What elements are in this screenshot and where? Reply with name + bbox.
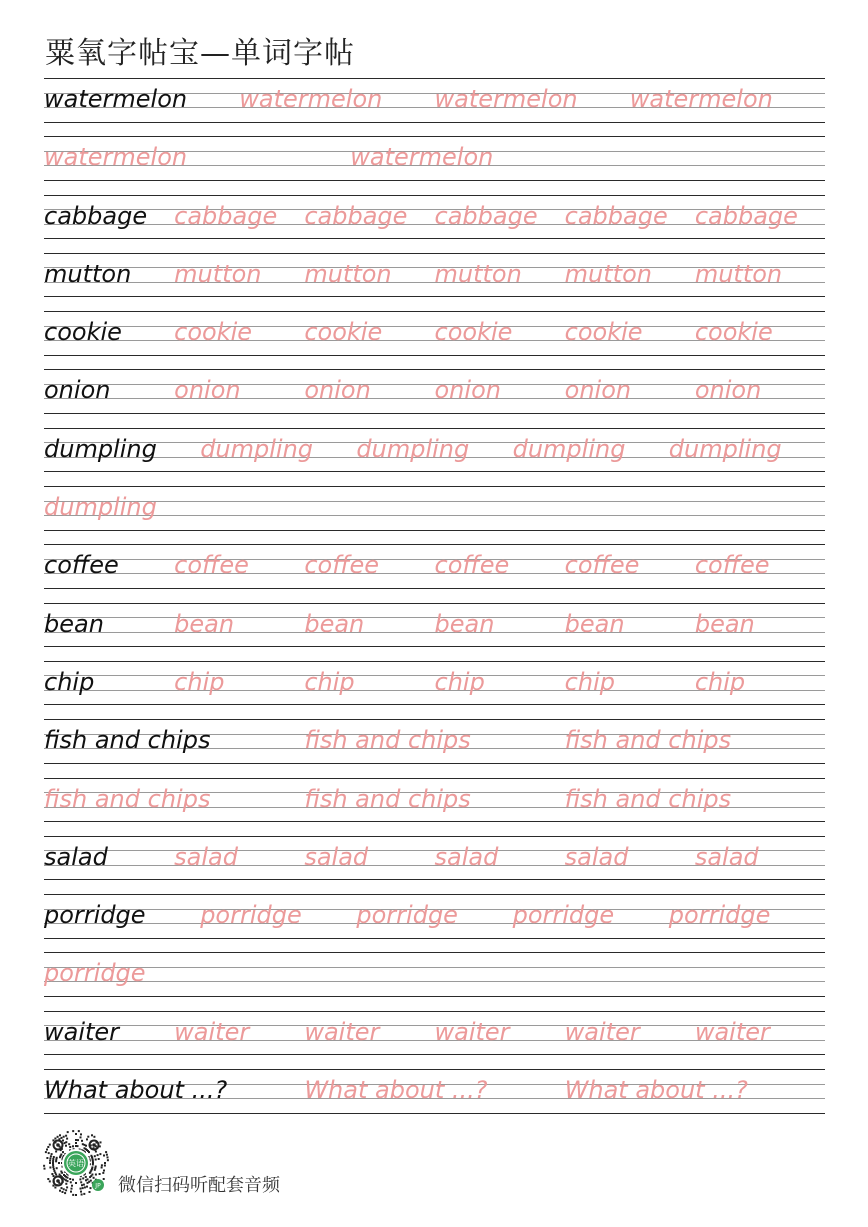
word-group: [44, 843, 825, 883]
guide-line: [44, 486, 825, 487]
guide-line: [44, 253, 825, 254]
trace-word: cabbage: [564, 201, 668, 230]
word-group: [44, 143, 825, 183]
model-word: waiter: [44, 1017, 120, 1046]
trace-word: porridge: [44, 959, 146, 988]
model-word: onion: [44, 376, 111, 405]
practice-row: [44, 836, 825, 894]
trace-word: coffee: [694, 551, 770, 580]
guide-line: [44, 544, 825, 545]
trace-word: porridge: [200, 901, 302, 930]
trace-word: What about ...?: [564, 1076, 748, 1105]
trace-word: mutton: [694, 259, 783, 288]
practice-row: [44, 661, 825, 719]
model-word: watermelon: [44, 85, 188, 113]
trace-word: What about ...?: [304, 1076, 488, 1105]
guide-line: [44, 894, 825, 895]
trace-word: cookie: [694, 318, 773, 347]
practice-row: [44, 78, 825, 136]
word-group: [44, 1018, 825, 1058]
trace-word: cabbage: [694, 201, 798, 230]
trace-word: salad: [434, 842, 499, 871]
trace-word: coffee: [304, 551, 380, 580]
trace-word: bean: [564, 609, 625, 638]
trace-word: fish and chips: [564, 784, 732, 813]
word-group: [44, 376, 825, 416]
practice-row: [44, 952, 825, 1010]
model-word: fish and chips: [44, 726, 211, 755]
practice-row: [44, 486, 825, 544]
trace-word: waiter: [304, 1017, 380, 1046]
trace-word: bean: [304, 609, 365, 638]
model-word: cabbage: [44, 201, 148, 230]
trace-word: mutton: [174, 259, 262, 288]
trace-word: dumpling: [512, 434, 626, 463]
word-group: [44, 668, 825, 708]
practice-row: [44, 195, 825, 253]
word-group: [44, 85, 825, 125]
model-word: What about ...?: [44, 1076, 228, 1105]
model-word: porridge: [44, 901, 146, 930]
trace-word: watermelon: [629, 85, 773, 113]
trace-word: waiter: [174, 1017, 250, 1046]
word-group: [44, 493, 825, 533]
trace-word: bean: [434, 609, 495, 638]
trace-word: dumpling: [356, 434, 470, 463]
guide-line: [44, 1011, 825, 1012]
word-group: [44, 318, 825, 358]
word-group: [44, 726, 825, 766]
trace-word: coffee: [564, 551, 640, 580]
trace-word: waiter: [694, 1017, 770, 1046]
trace-word: fish and chips: [44, 784, 211, 813]
trace-word: watermelon: [239, 85, 383, 113]
word-group: [44, 610, 825, 650]
trace-word: dumpling: [44, 493, 157, 522]
trace-word: porridge: [512, 901, 615, 930]
trace-word: dumpling: [668, 434, 782, 463]
footer-caption: 微信扫码听配套音频: [118, 1175, 280, 1196]
word-group: [44, 260, 825, 300]
trace-word: bean: [174, 609, 235, 638]
model-word: salad: [44, 842, 108, 871]
word-group: [44, 901, 825, 941]
trace-word: fish and chips: [564, 726, 732, 755]
guide-line: [44, 428, 825, 429]
trace-word: cookie: [304, 318, 383, 347]
word-group: [44, 959, 825, 999]
model-word: bean: [44, 609, 104, 638]
model-word: dumpling: [44, 434, 157, 463]
trace-word: porridge: [356, 901, 458, 930]
trace-word: chip: [694, 667, 746, 696]
model-word: cookie: [44, 318, 122, 347]
trace-word: cookie: [174, 318, 253, 347]
practice-row: [44, 894, 825, 952]
qr-code-icon[interactable]: [40, 1127, 112, 1199]
model-word: coffee: [44, 551, 119, 580]
trace-word: mutton: [304, 259, 392, 288]
trace-word: waiter: [564, 1017, 640, 1046]
trace-word: onion: [174, 376, 241, 405]
trace-word: chip: [174, 667, 225, 696]
trace-word: fish and chips: [304, 784, 471, 813]
word-group: [44, 435, 825, 475]
guide-line: [44, 836, 825, 837]
trace-word: chip: [304, 667, 355, 696]
guide-line: [44, 78, 825, 79]
trace-word: coffee: [174, 551, 249, 580]
trace-word: cookie: [434, 318, 513, 347]
guide-line: [44, 195, 825, 196]
guide-line: [44, 603, 825, 604]
guide-line: [44, 369, 825, 370]
guide-line: [44, 1069, 825, 1070]
trace-word: chip: [564, 667, 615, 696]
word-group: [44, 785, 825, 825]
guide-line: [44, 311, 825, 312]
practice-row: [44, 719, 825, 777]
practice-row: [44, 1011, 825, 1069]
trace-word: watermelon: [44, 143, 188, 172]
writing-sheet: [44, 78, 825, 1127]
word-group: [44, 202, 825, 242]
trace-word: onion: [564, 376, 632, 405]
guide-line: [44, 778, 825, 779]
trace-word: watermelon: [350, 143, 494, 172]
word-group: [44, 1076, 825, 1116]
footer: [40, 1127, 400, 1199]
trace-word: onion: [304, 376, 371, 405]
trace-word: mutton: [564, 259, 652, 288]
practice-row: [44, 311, 825, 369]
guide-line: [44, 952, 825, 953]
practice-row: [44, 1069, 825, 1127]
trace-word: porridge: [668, 901, 771, 930]
trace-word: cabbage: [434, 201, 538, 230]
trace-word: dumpling: [200, 434, 314, 463]
trace-word: watermelon: [434, 85, 578, 113]
guide-line: [44, 719, 825, 720]
practice-row: [44, 778, 825, 836]
practice-row: [44, 544, 825, 602]
trace-word: cabbage: [174, 201, 278, 230]
guide-line: [44, 136, 825, 137]
trace-word: cabbage: [304, 201, 408, 230]
trace-word: chip: [434, 667, 485, 696]
trace-word: salad: [694, 842, 759, 871]
practice-row: [44, 369, 825, 427]
trace-word: salad: [304, 842, 369, 871]
page-title: 粟氧字帖宝—单词字帖: [45, 36, 355, 71]
badge-label: 英语: [68, 1159, 84, 1168]
trace-word: mutton: [434, 259, 522, 288]
model-word: mutton: [44, 259, 132, 288]
badge-sub-label: JP: [95, 1182, 101, 1190]
trace-word: salad: [174, 842, 238, 871]
trace-word: bean: [694, 609, 755, 638]
trace-word: coffee: [434, 551, 510, 580]
trace-word: salad: [564, 842, 629, 871]
trace-word: waiter: [434, 1017, 510, 1046]
guide-line: [44, 661, 825, 662]
trace-word: fish and chips: [304, 726, 471, 755]
practice-row: [44, 136, 825, 194]
word-group: [44, 551, 825, 591]
practice-row: [44, 428, 825, 486]
practice-row: [44, 603, 825, 661]
model-word: chip: [44, 667, 95, 696]
trace-word: onion: [434, 376, 501, 405]
practice-row: [44, 253, 825, 311]
trace-word: onion: [694, 376, 762, 405]
trace-word: cookie: [564, 318, 643, 347]
